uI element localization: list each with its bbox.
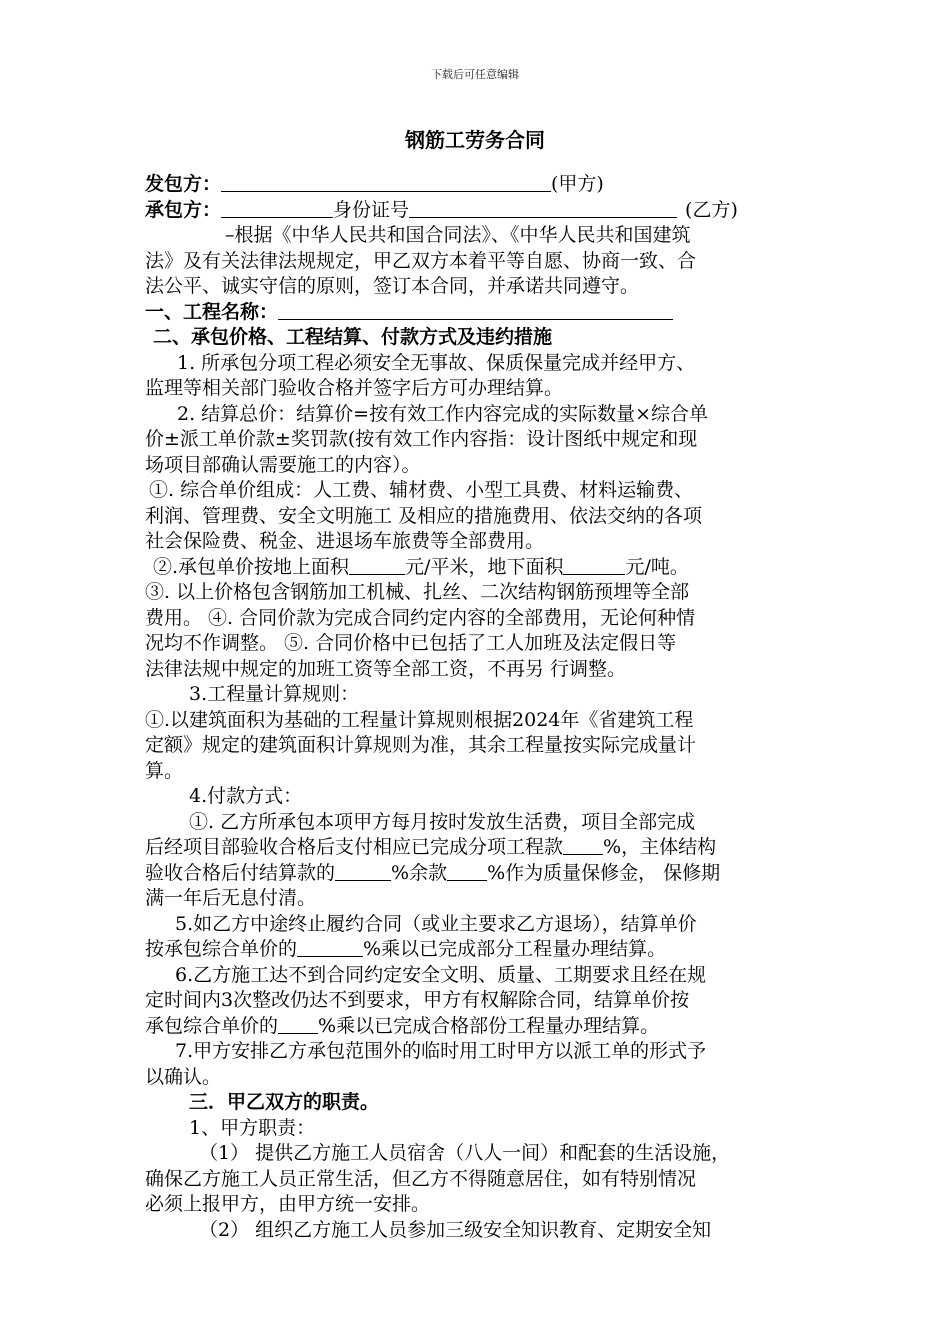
clause-line: 定时间内3次整改仍达不到要求，甲方有权解除合同，结算单价按 <box>145 989 690 1011</box>
responsibility-line: 必须上报甲方，由甲方统一安排。 <box>145 1193 431 1215</box>
party-b-line <box>145 198 810 224</box>
clause-line: 7.甲方安排乙方承包范围外的临时用工时甲方以派工单的形式予 <box>175 1040 707 1062</box>
section-3-heading: 三．甲乙双方的职责。 <box>189 1091 380 1113</box>
clause-heading: 4.付款方式： <box>189 785 303 807</box>
clause-line: ①. 乙方所承包本项甲方每月按时发放生活费，项目全部完成 <box>189 810 696 833</box>
progress-payment-pct-blank <box>563 835 603 855</box>
clause-line: 定额》规定的建筑面积计算规则为准，其余工程量按实际完成量计 <box>145 734 697 756</box>
termination-text: %乘以已完成部分工程量办理结算。 <box>363 938 667 960</box>
responsibility-line: 确保乙方施工人员正常生活，但乙方不得随意居住，如有特别情况 <box>145 1167 697 1190</box>
payment-text: %，主体结构 <box>603 836 717 858</box>
clause-line: 满一年后无息付清。 <box>145 887 317 909</box>
section-1-line <box>145 300 810 326</box>
responsibility-line: （2） 组织乙方施工人员参加三级安全知识教育、定期安全知 <box>199 1218 712 1241</box>
termination-text: 按承包综合单价的 <box>145 938 298 960</box>
payment-text: %余款 <box>391 861 448 884</box>
clause-line: 社会保险费、税金、进退场车旅费等全部费用。 <box>145 530 545 552</box>
party-a-suffix: (甲方) <box>551 173 604 195</box>
responsibility-heading: 1、甲方职责： <box>189 1116 316 1139</box>
breach-pct-blank <box>278 1014 318 1034</box>
clause-line: 算。 <box>145 759 184 782</box>
termination-pct-blank <box>297 937 363 957</box>
document-title: 钢筋工劳务合同 <box>405 128 545 152</box>
warranty-pct-blank <box>447 861 487 881</box>
clause-line: ①. 综合单价组成：人工费、辅材费、小型工具费、材料运输费、 <box>149 479 694 501</box>
clause-line: 法律法规中规定的加班工资等全部工资，不再另 行调整。 <box>145 657 627 680</box>
clause-line: 价±派工单价款±奖罚款(按有效工作内容指：设计图纸中规定和现 <box>145 428 698 450</box>
payment-text: %作为质量保修金， 保修期 <box>487 861 721 884</box>
party-a-blank <box>221 172 551 192</box>
above-ground-price-blank <box>349 555 405 575</box>
payment-line <box>145 835 810 861</box>
clause-line: 场项目部确认需要施工的内容）。 <box>145 453 421 476</box>
clause-line: 费用。 ④. 合同价款为完成合同约定内容的全部费用，无论何种情 <box>145 606 696 629</box>
clause-line: 1. 所承包分项工程必须安全无事故、保质保量完成并经甲方、 <box>177 351 696 374</box>
underground-price-blank <box>563 555 625 575</box>
breach-text: %乘以已完成合格部份工程量办理结算。 <box>318 1014 660 1037</box>
party-a-label: 发包方： <box>145 173 222 195</box>
clause-line: ③. 以上价格包含钢筋加工机械、扎丝、二次结构钢筋预埋等全部 <box>145 581 690 603</box>
project-name-blank <box>278 300 673 320</box>
unit-price-text: 元/吨。 <box>625 555 689 578</box>
breach-line <box>145 1014 810 1040</box>
clause-line: 5.如乙方中途终止履约合同（或业主要求乙方退场），结算单价 <box>175 912 697 935</box>
clause-line: 以确认。 <box>145 1065 222 1088</box>
intro-line: 法公平、诚实守信的原则，签订本合同，并承诺共同遵守。 <box>145 275 640 297</box>
intro-line: 法》及有关法律法规规定，甲乙双方本着平等自愿、协商一致、合 <box>145 249 697 272</box>
payment-text: 验收合格后付结算款的 <box>145 861 336 884</box>
clause-line: 监理等相关部门验收合格并签字后方可办理结算。 <box>145 377 564 399</box>
intro-line: –根据《中华人民共和国合同法》、《中华人民共和国建筑 <box>225 224 691 246</box>
party-b-id-label: 身份证号 <box>333 198 410 221</box>
section-2-heading: 二、承包价格、工程结算、付款方式及违约措施 <box>153 326 553 348</box>
payment-line <box>145 861 810 887</box>
party-b-suffix: (乙方) <box>685 198 738 221</box>
clause-heading: 3.工程量计算规则： <box>189 683 360 705</box>
section-1-heading: 一、工程名称： <box>145 300 279 323</box>
termination-line <box>145 937 810 963</box>
contract-body <box>145 172 810 1243</box>
clause-line: 况均不作调整。 ⑤. 合同价格中已包括了工人加班及法定假日等 <box>145 632 677 654</box>
unit-price-text: ②.承包单价按地上面积 <box>153 555 350 578</box>
clause-line: 利润、管理费、安全文明施工 及相应的措施费用、依法交纳的各项 <box>145 504 703 527</box>
unit-price-line <box>145 555 810 581</box>
clause-line: 2. 结算总价：结算价=按有效工作内容完成的实际数量×综合单 <box>177 402 709 425</box>
party-b-id-blank <box>409 198 677 218</box>
payment-text: 后经项目部验收合格后支付相应已完成分项工程款 <box>145 836 564 858</box>
page-header: 下载后可任意编辑 <box>431 68 519 81</box>
party-b-label: 承包方： <box>145 198 222 221</box>
party-b-name-blank <box>221 198 333 218</box>
clause-line: ①.以建筑面积为基础的工程量计算规则根据2024年《省建筑工程 <box>145 708 694 731</box>
clause-line: 6.乙方施工达不到合同约定安全文明、质量、工期要求且经在规 <box>175 963 707 986</box>
breach-text: 承包综合单价的 <box>145 1014 279 1037</box>
responsibility-line: （1） 提供乙方施工人员宿舍（八人一间）和配套的生活设施， <box>199 1142 731 1164</box>
settlement-pct-blank <box>335 861 391 881</box>
party-a-line <box>145 172 810 198</box>
unit-price-text: 元/平米，地下面积 <box>405 555 564 578</box>
